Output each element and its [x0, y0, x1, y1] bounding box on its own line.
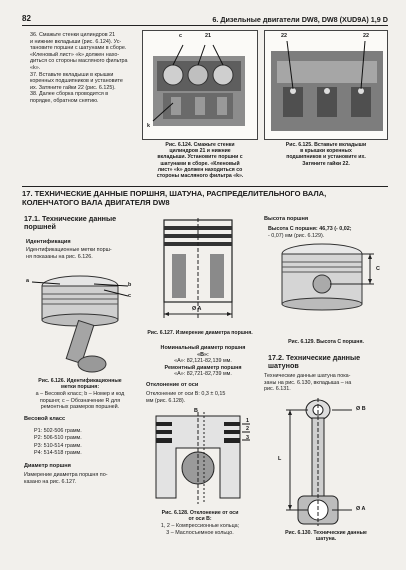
section-17-1-title — [24, 215, 136, 232]
caption-line: Рис. 6.124. Смажьте стенки — [165, 142, 235, 148]
label-b: B — [194, 408, 198, 414]
identification-text — [26, 247, 136, 260]
text-line: заны на рис. 6.130, вкладыша – на — [264, 379, 352, 386]
text-line: «A»: 82,721-82,739 мм. — [174, 371, 232, 378]
section-17-2-title — [268, 354, 388, 371]
label-a: a — [26, 278, 29, 284]
fig-124-engine-block-photo — [142, 30, 258, 140]
text-line: Измерение диаметра поршня по- — [24, 472, 108, 478]
text-line: 37. Вставьте вкладыши в крышки — [30, 71, 114, 78]
caption-line: Рис. 6.130. Технические данные — [285, 530, 367, 536]
text-line: казано на рис. 6.127. — [24, 478, 77, 485]
text-line: Ремонтный диаметр поршня — [164, 364, 242, 371]
text-line: «A»: 82,121-82,139 мм. — [174, 358, 232, 364]
text-line: рис. 6.131. — [264, 386, 291, 393]
caption-line: лист» «k» должен находиться со — [157, 166, 243, 173]
text-line: «Кленовый лист» «k» должен нахо- — [30, 51, 120, 58]
label-3: 3 — [246, 435, 249, 441]
piston-height-text — [268, 226, 388, 239]
weight-item: P2: 506-510 грамм. — [34, 435, 82, 442]
label-diameter-a: Ø A — [192, 306, 202, 312]
caption-line: цилиндров 21 и нижние — [169, 148, 231, 155]
text-line: коренных подшипников и установите — [30, 78, 123, 85]
text-line: Технические данные шатуна пока- — [264, 373, 351, 379]
weight-class-list — [34, 428, 134, 458]
text-line: их. Затяните гайки 22 (рис. 6.125). — [30, 84, 116, 91]
section-17-title — [22, 186, 388, 208]
text-line: «k». — [30, 64, 41, 71]
fig-127-piston-diameter — [142, 214, 254, 326]
fig-125-caption — [264, 142, 388, 167]
text-line: 38. Далее сборка проводится в — [30, 91, 109, 98]
fig-129-caption: Рис. 6.129. Высота C поршня. — [288, 339, 364, 345]
title-line: 17. ТЕХНИЧЕСКИЕ ДАННЫЕ ПОРШНЯ, ШАТУНА, РАСПРЕДЕЛИТЕЛЬНОГО ВАЛА, — [22, 189, 327, 198]
fig-127-caption: Рис. 6.127. Измерение диаметра поршня. — [147, 330, 253, 336]
legend-line: ремонтных размеров поршней. — [40, 404, 120, 411]
axis-deviation-title: Отклонение от оси — [146, 382, 199, 388]
text-line: диться со стороны масляного фильтра — [30, 58, 128, 65]
assembly-steps-text — [30, 32, 138, 105]
label-diameter-a: Ø A — [356, 506, 366, 512]
axis-deviation-text — [146, 391, 258, 404]
weight-item: P4: 514-518 грамм. — [34, 450, 82, 457]
weight-item: P1: 502-506 грамм. — [34, 428, 82, 434]
label-b: b — [128, 282, 132, 288]
caption-line: Рис. 6.128. Отклонение от оси — [161, 510, 239, 516]
label-length-l: L — [278, 456, 282, 462]
identification-title: Идентификация — [26, 239, 71, 245]
text-line: Идентификационные метки порш- — [26, 247, 112, 253]
label-21: 21 — [205, 33, 211, 39]
caption-line: Затяните гайки 22. — [302, 160, 350, 167]
legend-line: a – Весовой класс; b – Номер и код — [35, 391, 125, 397]
text-line: 36. Смажьте стенки цилиндров 21 — [30, 32, 116, 38]
label-22-right: 22 — [363, 33, 369, 39]
label-1: 1 — [246, 418, 249, 424]
text-line: Отклонение от оси B: 0,3 ± 0,15 — [146, 391, 226, 397]
piston-diameter-title: Диаметр поршня — [24, 463, 71, 469]
caption-line: шатуна. — [315, 536, 337, 543]
label-2: 2 — [246, 426, 249, 432]
text-line: и нижние вкладыши (рис. 6.124). Ус- — [30, 38, 122, 45]
fig-126-legend — [24, 391, 136, 411]
nominal-diameter-values — [148, 358, 258, 378]
fig-128-piston-section — [142, 408, 254, 508]
fig-129-piston-height — [264, 240, 388, 338]
piston-height-title: Высота поршня — [264, 216, 309, 222]
label-c: C — [376, 266, 380, 272]
caption-line: шатунами в сборе. «Кленовый — [160, 160, 240, 167]
fig-126-caption — [24, 378, 136, 390]
fig-124-caption — [142, 142, 258, 179]
caption-line: подшипников и установите их. — [286, 154, 366, 161]
page-number: 82 — [22, 14, 31, 23]
text-line: - 0,07) мм (рис. 6.129). — [268, 232, 325, 239]
title-line: шатунов — [268, 361, 299, 371]
text-line: мм (рис. 6.128). — [146, 397, 186, 404]
caption-line: Рис. 6.126. Идентификационные — [38, 378, 122, 384]
legend-line: поршня; c – Обозначение R для — [39, 397, 121, 404]
text-line: Номинальный диаметр поршня — [160, 345, 246, 351]
legend-line: 3 – Маслосъемное кольцо. — [166, 529, 234, 536]
chapter-title: 6. Дизельные двигатели DW8, DW8 (XUD9A) 1,9 D — [212, 15, 388, 24]
caption-line: от оси B: — [188, 516, 212, 523]
section-17-2-text — [264, 373, 388, 393]
legend-line: 1, 2 – Компрессионные кольца; — [160, 523, 240, 529]
text-line: тановите поршни с шатунами в сборе. — [30, 45, 127, 52]
fig-128-caption — [142, 510, 258, 522]
weight-class-title: Весовой класс — [24, 416, 66, 422]
text-line: ня показаны на рис. 6.126. — [26, 253, 93, 260]
label-22-left: 22 — [281, 33, 287, 39]
caption-line: Рис. 6.125. Вставьте вкладыши — [285, 142, 367, 148]
caption-line: в крышки коренных — [300, 148, 352, 155]
title-line: поршней — [24, 222, 56, 232]
label-c: c — [179, 33, 182, 39]
caption-line: метки поршня: — [60, 384, 100, 391]
caption-line: стороны масляного фильтра «k». — [156, 173, 244, 180]
title-line: КОЛЕНЧАТОГО ВАЛА ДВИГАТЕЛЯ DW8 — [22, 198, 170, 208]
text-line: «В»: — [197, 351, 209, 358]
fig-130-connecting-rod — [268, 396, 386, 528]
fig-130-caption — [264, 530, 388, 542]
title-line: 17.1. Технические данные — [24, 214, 117, 223]
piston-diameter-text — [24, 472, 136, 485]
text-line: порядке, обратном снятию. — [30, 97, 99, 104]
text-line: Высота C поршня: 46,73 (- 0,02; — [268, 226, 352, 232]
fig-128-legend — [142, 523, 258, 536]
label-k: k — [147, 123, 150, 129]
caption-line: вкладыши. Установите поршни с — [157, 154, 243, 161]
page-header — [22, 12, 388, 26]
weight-item: P3: 510-514 грамм. — [34, 442, 82, 449]
title-line: 17.2. Технические данные — [268, 353, 361, 362]
label-c: c — [128, 293, 131, 299]
label-diameter-b: Ø B — [356, 406, 366, 412]
nominal-diameter-title — [148, 345, 258, 358]
fig-126-piston-marks — [24, 264, 136, 376]
fig-125-crankshaft-photo — [264, 30, 388, 140]
